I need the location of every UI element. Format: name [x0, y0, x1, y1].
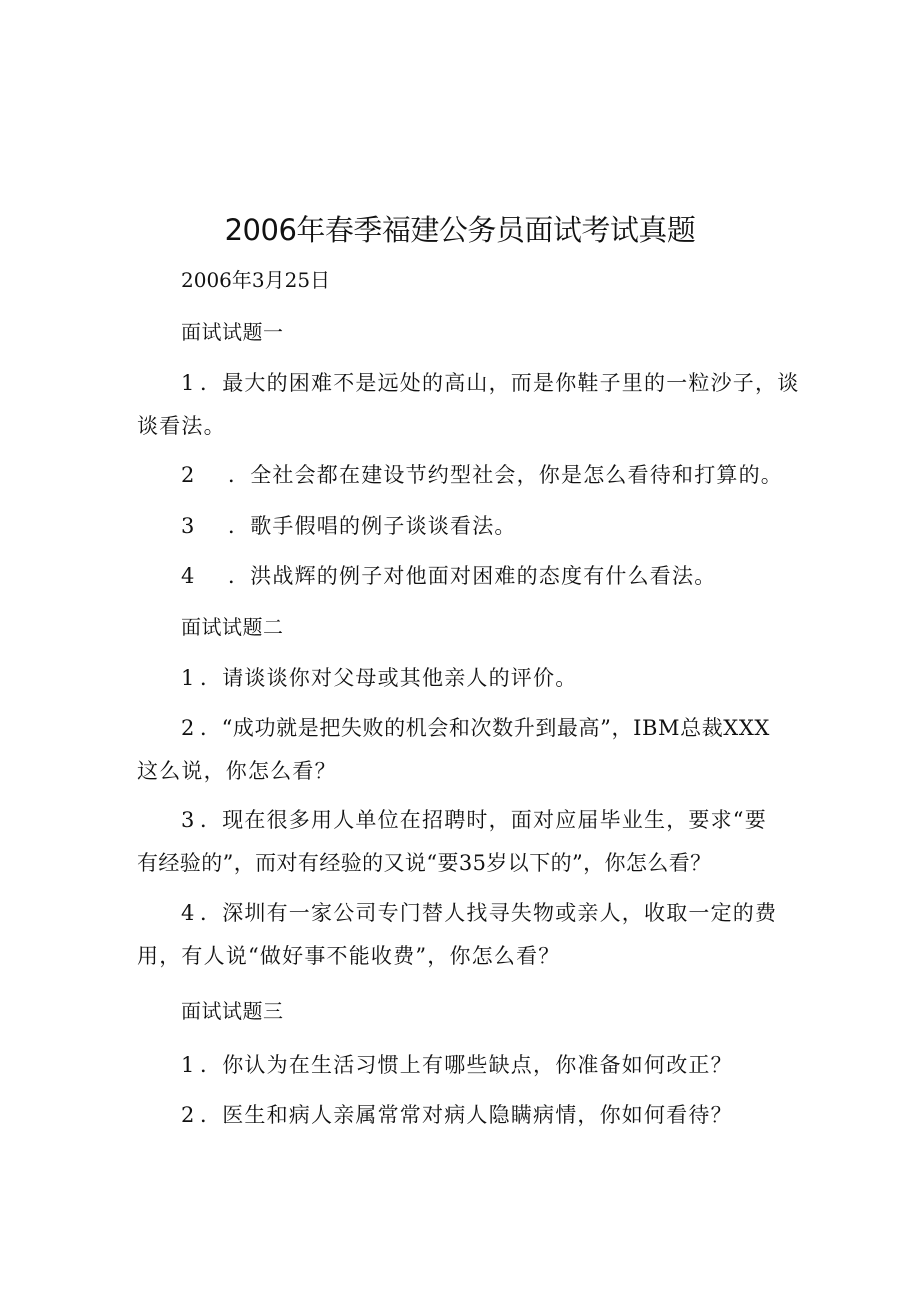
item-number: 3	[181, 514, 196, 538]
item-text: ．请谈谈你对父母或其他亲人的评价。	[200, 666, 578, 690]
item-number: 1	[181, 371, 196, 395]
item-continuation: 用，有人说“做好事不能收费”，你怎么看？	[137, 944, 561, 968]
item-text: ．现在很多用人单位在招聘时，面对应届毕业生，要求“要	[200, 808, 767, 832]
item-number: 1	[181, 666, 196, 690]
item-text: ．全社会都在建设节约型社会，你是怎么看待和打算的。	[228, 463, 783, 487]
item-continuation: 这么说，你怎么看？	[137, 759, 337, 783]
item-number: 1	[181, 1053, 196, 1077]
item-number: 2	[181, 716, 196, 740]
item-number: 3	[181, 808, 196, 832]
item-text: ．歌手假唱的例子谈谈看法。	[228, 514, 517, 538]
item-continuation: 谈看法。	[137, 414, 226, 438]
item-number: 4	[181, 564, 196, 588]
item-number: 2	[181, 1103, 196, 1127]
item-continuation: 有经验的”，而对有经验的又说“要35岁以下的”，你怎么看？	[137, 851, 712, 875]
document-title: 2006年春季福建公务员面试考试真题	[224, 213, 696, 247]
item-text: ．深圳有一家公司专门替人找寻失物或亲人，收取一定的费	[200, 901, 778, 925]
section-heading-2: 面试试题二	[181, 615, 284, 639]
item-text: ．你认为在生活习惯上有哪些缺点，你准备如何改正？	[200, 1053, 733, 1077]
item-text: ．医生和病人亲属常常对病人隐瞒病情，你如何看待？	[200, 1103, 733, 1127]
document-date: 2006年3月25日	[181, 268, 331, 292]
item-number: 4	[181, 901, 196, 925]
section-heading-3: 面试试题三	[181, 999, 284, 1023]
item-text: ．洪战辉的例子对他面对困难的态度有什么看法。	[228, 564, 717, 588]
section-heading-1: 面试试题一	[181, 320, 284, 344]
item-number: 2	[181, 463, 196, 487]
item-text: ．最大的困难不是远处的高山，而是你鞋子里的一粒沙子，谈	[200, 371, 800, 395]
item-text: ．“成功就是把失败的机会和次数升到最高”，IBM总裁XXX	[200, 716, 770, 740]
